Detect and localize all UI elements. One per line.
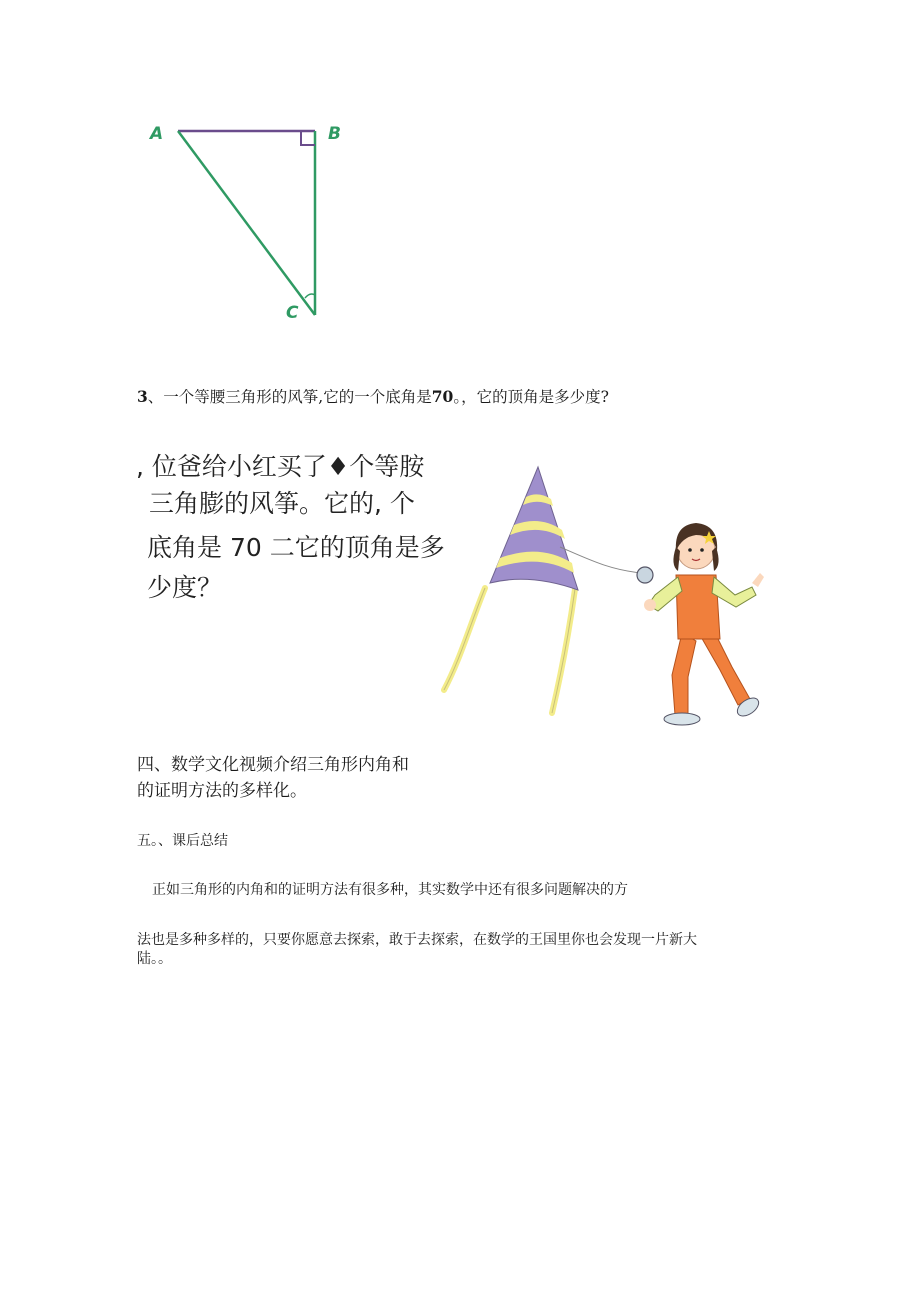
- section-4: [137, 752, 409, 804]
- vertex-a-label: A: [150, 124, 164, 144]
- kite-problem-line-4: 少度？: [147, 573, 223, 602]
- summary-line-1: 正如三角形的内角和的证明方法有很多种，其实数学中还有很多问题解决的方: [152, 882, 628, 898]
- side-ac: [178, 131, 315, 315]
- vertex-b-label: B: [328, 124, 341, 144]
- problem-angle-value: 70: [431, 387, 454, 406]
- problem-3: [137, 385, 609, 407]
- girl-hand-right: [752, 573, 764, 587]
- kite-problem-line-2: 三角膨的风筝。它的, 个: [149, 489, 415, 518]
- kite-illustration: [444, 467, 642, 713]
- problem-number: 3: [137, 387, 148, 406]
- girl-shoe-left: [664, 713, 700, 725]
- kite-girl-illustration: [430, 455, 780, 740]
- summary-line-2: 法也是多种多样的，只要你愿意去探索，敢于去探索，在数学的王国里你也会发现一片新大: [137, 932, 697, 948]
- angle-c-arc: [305, 294, 315, 298]
- kite-reel: [637, 567, 653, 583]
- girl-leg-right: [700, 631, 750, 705]
- section-4-line-2: 的证明方法的多样化。: [137, 781, 307, 801]
- right-angle-mark: [301, 131, 315, 145]
- kite-tail-right: [552, 589, 575, 713]
- girl-eye-right: [700, 548, 704, 552]
- problem-text-before: 、一个等腰三角形的风筝,它的一个底角是: [147, 388, 432, 406]
- problem-text-after: 。，它的顶角是多少度?: [453, 388, 609, 406]
- section-4-line-1: 四、数学文化视频介绍三角形内角和: [137, 755, 409, 775]
- summary-line-3: 陆。。: [137, 951, 172, 967]
- girl-leg-left: [672, 633, 696, 715]
- girl-hand-left: [644, 599, 656, 611]
- section-5-title: 五。、课后总结: [137, 833, 228, 849]
- kite-problem-line-3: 底角是 70 二它的顶角是多: [147, 533, 445, 562]
- girl-eye-left: [688, 548, 692, 552]
- girl-arm-right: [712, 577, 756, 607]
- vertex-c-label: C: [286, 303, 299, 323]
- right-triangle-figure: [140, 115, 360, 330]
- girl-illustration: [637, 523, 764, 725]
- kite-problem-line-1: , 位爸给小红买了♦个等胺: [136, 452, 425, 481]
